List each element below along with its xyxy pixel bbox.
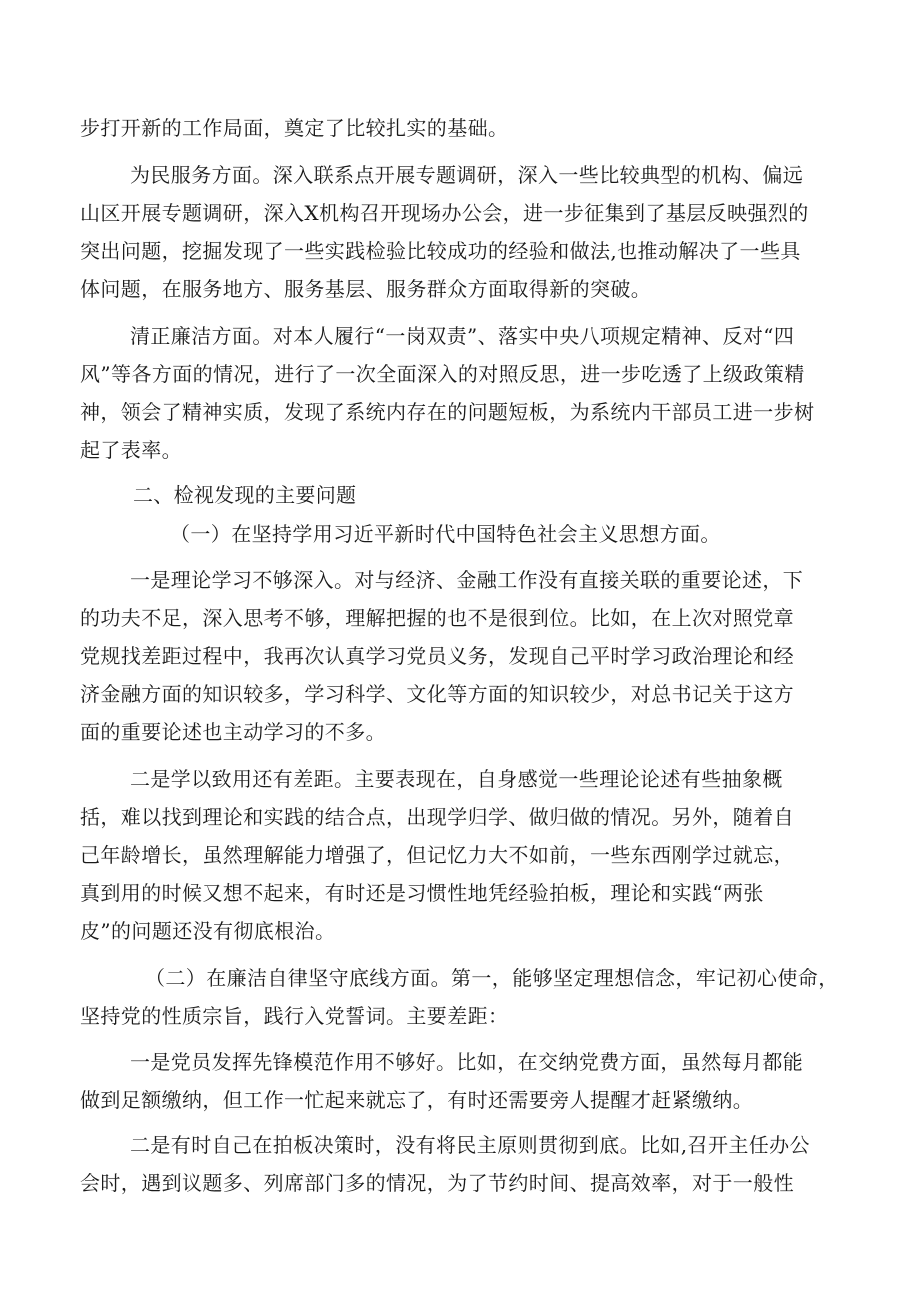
- text-line: 会时，遇到议题多、列席部门多的情况，为了节约时间、提高效率，对于一般性: [80, 1171, 794, 1195]
- text-line: 的功夫不足，深入思考不够，理解把握的也不是很到位。比如，在上次对照党章: [80, 606, 794, 630]
- paragraph-first-line: 一是理论学习不够深入。对与经济、金融工作没有直接关联的重要论述，下: [130, 568, 804, 592]
- text-line: 真到用的时候又想不起来，有时还是习惯性地凭经验拍板，理论和实践“两张: [80, 881, 764, 905]
- paragraph-first-line: 为民服务方面。深入联系点开展专题调研，深入一些比较典型的机构、偏远: [130, 163, 804, 187]
- paragraph-first-line: 二是学以致用还有差距。主要表现在，自身感觉一些理论论述有些抽象概: [130, 767, 783, 791]
- text-line: 括，难以找到理论和实践的结合点，出现学归学、做归做的情况。另外，随着自: [80, 805, 794, 829]
- subsection-heading: （一）在坚持学用习近平新时代中国特色社会主义思想方面。: [170, 522, 721, 546]
- text-line: 突出问题，挖掘发现了一些实践检验比较成功的经验和做法,也推动解决了一些具: [80, 239, 801, 263]
- paragraph-first-line: 清正廉洁方面。对本人履行“一岗双责”、落实中央八项规定精神、反对“四: [130, 324, 795, 348]
- paragraph-first-line: 一是党员发挥先锋模范作用不够好。比如，在交纳党费方面，虽然每月都能: [130, 1050, 804, 1074]
- text-line: 面的重要论述也主动学习的不多。: [80, 720, 386, 744]
- subsection-heading: （二）在廉洁自律坚守底线方面。第一，能够坚定理想信念，牢记初心使命，: [145, 966, 839, 990]
- text-line: 神，领会了精神实质，发现了系统内存在的问题短板，为系统内干部员工进一步树: [80, 400, 815, 424]
- text-line: 坚持党的性质宗旨，践行入党誓词。主要差距：: [80, 1004, 509, 1028]
- text-line: 起了表率。: [80, 438, 182, 462]
- text-line: 党规找差距过程中，我再次认真学习党员义务，发现自己平时学习政治理论和经: [80, 644, 794, 668]
- text-line: 做到足额缴纳，但工作一忙起来就忘了，有时还需要旁人提醒才赶紧缴纳。: [80, 1088, 754, 1112]
- section-heading: 二、检视发现的主要问题: [133, 483, 357, 507]
- text-line: 山区开展专题调研，深入X机构召开现场办公会，进一步征集到了基层反映强烈的: [80, 201, 809, 225]
- text-line: 济金融方面的知识较多，学习科学、文化等方面的知识较少，对总书记关于这方: [80, 682, 794, 706]
- text-line: 风”等各方面的情况，进行了一次全面深入的对照反思，进一步吃透了上级政策精: [80, 362, 805, 386]
- paragraph-first-line: 二是有时自己在拍板决策时，没有将民主原则贯彻到底。比如,召开主任办公: [130, 1133, 810, 1157]
- text-line: 己年龄增长，虽然理解能力增强了，但记忆力大不如前，一些东西刚学过就忘，: [80, 843, 794, 867]
- text-line: 皮”的问题还没有彻底根治。: [80, 919, 336, 943]
- text-line: 体问题，在服务地方、服务基层、服务群众方面取得新的突破。: [80, 277, 652, 301]
- text-line: 步打开新的工作局面，奠定了比较扎实的基础。: [80, 116, 509, 140]
